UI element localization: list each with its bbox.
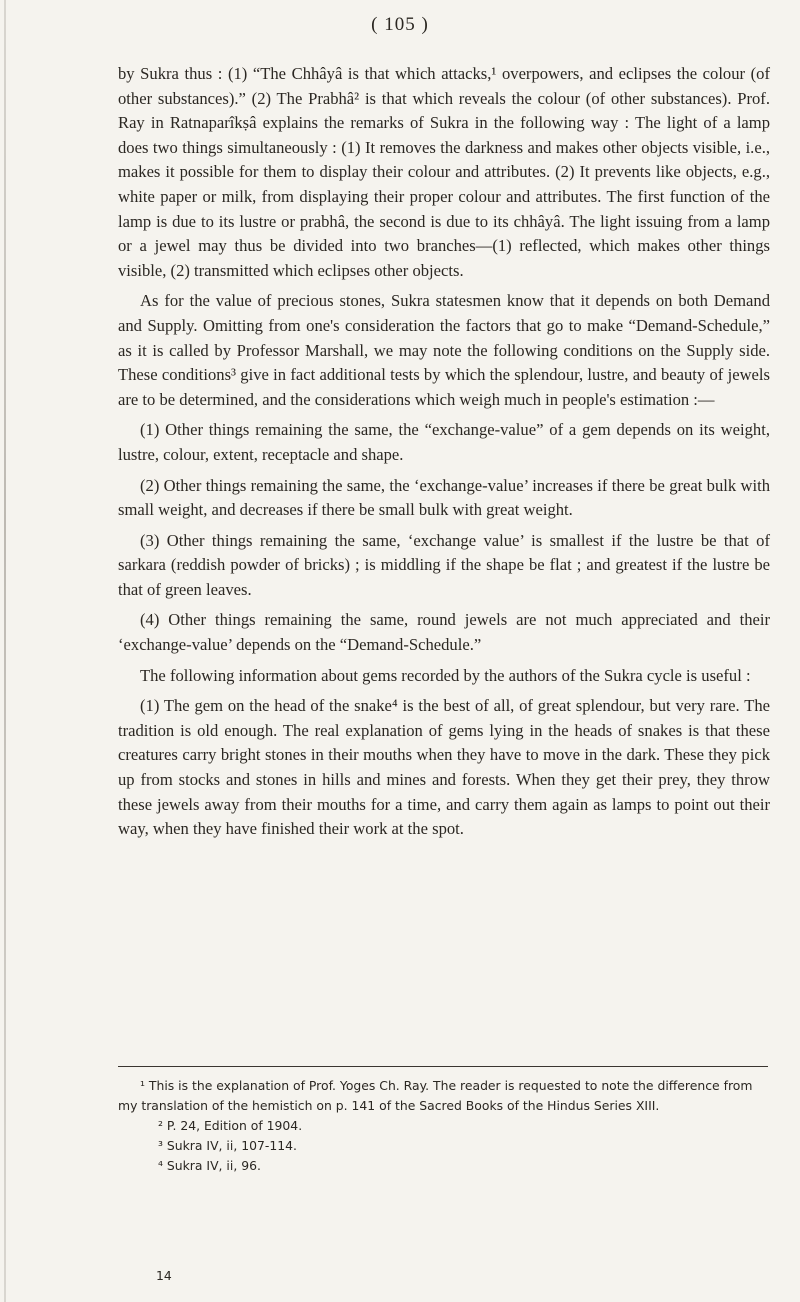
footnote-4: ⁴ Sukra IV, ii, 96.	[158, 1158, 261, 1173]
paragraph-chhaya-prabha: by Sukra thus : (1) “The Chhâyâ is that which attacks,¹ overpowers, and eclipses the colour (of other substances).” (2) The Prabhâ² is that which reveals the colour (of other substances). Prof. Ray in Ratnaparîkṣâ explains the remarks of Sukra in the following way : The light of a lamp does two things simultaneously : (1) It removes the darkness and makes other objects visible, i.e., makes it possible for them to display their colour and attributes. (2) It prevents like objects, e.g., white paper or milk, from displaying their proper colour and attributes. The first function of the lamp is due to its lustre or prabhâ, the second is due to its chhâyâ. The light issuing from a lamp or a jewel may thus be divided into two branches—(1) reflected, which makes other things visible, (2) transmitted which eclipses other objects.	[118, 64, 770, 280]
footnote-divider	[118, 1066, 768, 1067]
condition-3: (3) Other things remaining the same, ‘exchange value’ is smallest if the lustre be that of sarkara (reddish powder of bricks) ; is middling if the shape be flat ; and greatest if the lustre be that of green leaves.	[118, 530, 770, 599]
footnote-1: ¹ This is the explanation of Prof. Yoges Ch. Ray. The reader is requested to note the difference from my translation of the hemistich on p. 141 of the Sacred Books of the Hindus Series XIII.	[118, 1078, 753, 1113]
page-number: ( 105 )	[371, 14, 429, 35]
condition-4: (4) Other things remaining the same, round jewels are not much appreciated and their ‘exchange-value’ depends on the “Demand-Schedule.”	[118, 610, 770, 655]
footnotes	[118, 1076, 770, 1176]
paragraph-demand-supply: As for the value of precious stones, Sukra statesmen know that it depends on both Demand and Supply. Omitting from one's consideration the factors that go to make “Demand-Schedule,” as it is called by Professor Marshall, we may note the following conditions on the Supply side. These conditions³ give in fact additional tests by which the splendour, lustre, and beauty of jewels are to be determined, and the considerations which weigh much in people's estimation :—	[118, 291, 770, 409]
footnote-2: ² P. 24, Edition of 1904.	[158, 1118, 303, 1133]
gem-item-1-snake: (1) The gem on the head of the snake⁴ is the best of all, of great splendour, but very rare. The tradition is old enough. The real explanation of gems lying in the heads of snakes is that these creatures carry bright stones in their mouths when they have to move in the dark. These they pick up from stocks and stones in hills and mines and forests. When they get their prey, they throw these jewels away from their mouths for a time, and carry them again as lamps to point out their way, when they have finished their work at the spot.	[118, 696, 770, 839]
condition-1: (1) Other things remaining the same, the “exchange-value” of a gem depends on its weight, lustre, colour, extent, receptacle and shape.	[118, 420, 770, 464]
scan-edge-shadow	[4, 0, 6, 1302]
body-text	[118, 62, 770, 848]
condition-2: (2) Other things remaining the same, the ‘exchange-value’ increases if there be great bulk with small weight, and decreases if there be small bulk with great weight.	[118, 475, 770, 520]
signature-mark: 14	[156, 1268, 172, 1283]
paragraph-gem-information: The following information about gems recorded by the authors of the Sukra cycle is useful :	[140, 665, 751, 685]
footnote-3: ³ Sukra IV, ii, 107-114.	[158, 1138, 297, 1153]
